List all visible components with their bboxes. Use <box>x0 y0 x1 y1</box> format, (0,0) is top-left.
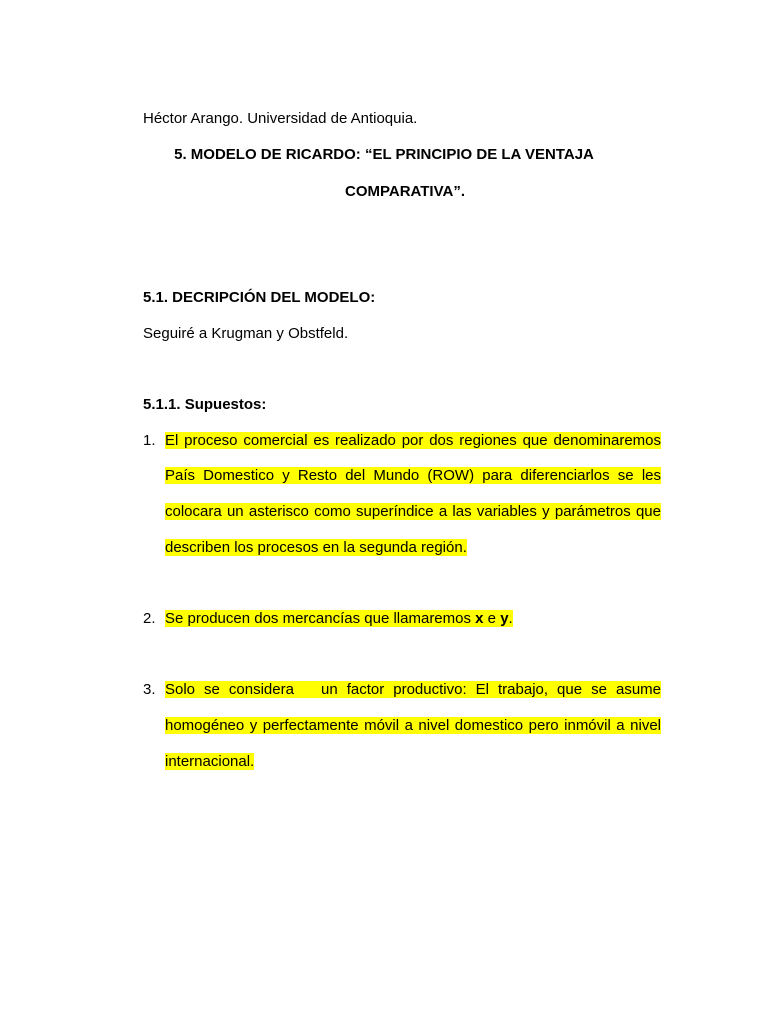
variable-y: y <box>500 610 509 627</box>
list-item-line <box>165 503 661 520</box>
list-item-line <box>165 717 661 734</box>
chapter-title-line-1: 5. MODELO DE RICARDO: “EL PRINCIPIO DE LA VENTAJA <box>174 146 594 163</box>
highlighted-text: País Domestico y Resto del Mundo (ROW) para diferenciarlos se les <box>165 467 661 484</box>
highlighted-text: El proceso comercial es realizado por dos regiones que denominaremos <box>165 432 661 449</box>
list-item-line <box>165 432 661 449</box>
item-text-before: Se producen dos mercancías que llamaremos <box>165 610 476 627</box>
list-item-line <box>165 467 661 484</box>
highlighted-text: describen los procesos en la segunda región. <box>165 539 467 556</box>
list-item-number: 3. <box>143 681 156 698</box>
item-text-middle: e <box>483 610 501 627</box>
list-item-line <box>165 610 661 627</box>
author-line: Héctor Arango. Universidad de Antioquia. <box>143 110 418 127</box>
highlighted-text: internacional. <box>165 753 255 770</box>
list-item-line <box>165 753 661 770</box>
list-item-line <box>165 539 661 556</box>
section-heading: 5.1. DECRIPCIÓN DEL MODELO: <box>143 289 376 306</box>
highlighted-text <box>165 610 513 627</box>
variable-x: x <box>475 610 484 627</box>
item-text-after: . <box>508 610 513 627</box>
highlighted-text: colocara un asterisco como superíndice a las variables y parámetros que <box>165 503 661 520</box>
section-text: Seguiré a Krugman y Obstfeld. <box>143 325 349 342</box>
chapter-title-line-2: COMPARATIVA”. <box>345 183 465 200</box>
list-item-number: 2. <box>143 610 156 627</box>
highlighted-text: homogéneo y perfectamente móvil a nivel domestico pero inmóvil a nivel <box>165 717 661 734</box>
subsection-heading: 5.1.1. Supuestos: <box>143 396 267 413</box>
list-item-number: 1. <box>143 432 156 449</box>
list-item-line <box>165 681 661 698</box>
highlighted-text: Solo se considera un factor productivo: El trabajo, que se asume <box>165 681 661 698</box>
